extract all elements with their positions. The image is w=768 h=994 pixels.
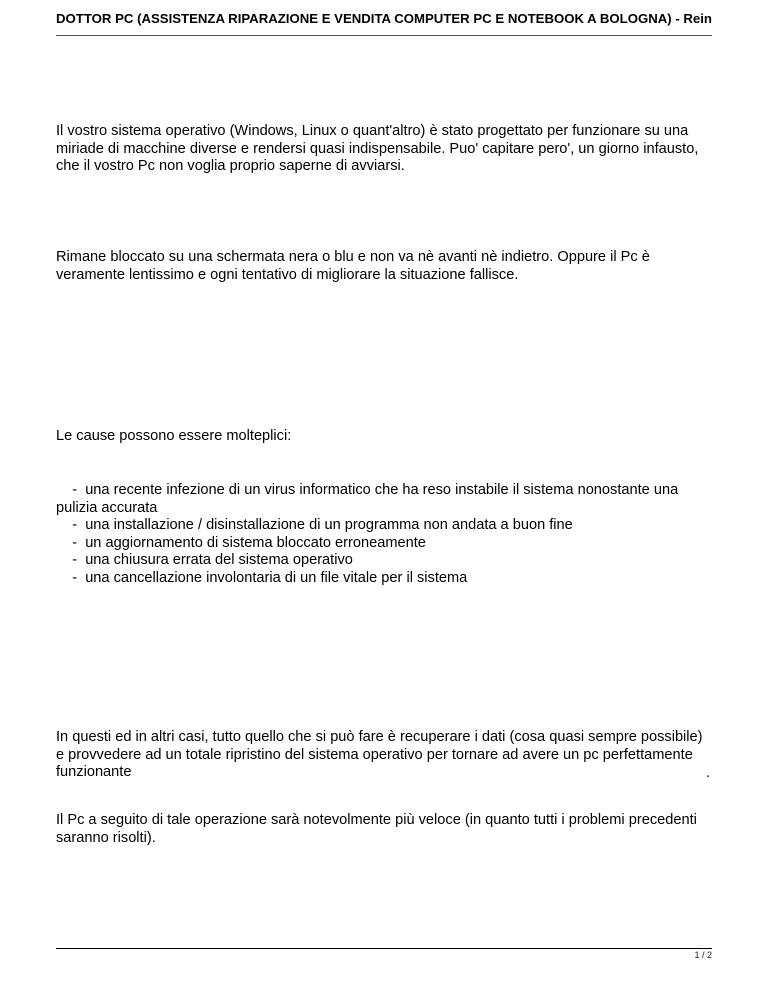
paragraph-result: Il Pc a seguito di tale operazione sarà notevolmente più veloce (in quanto tutti i problemi precedenti saranno risolti).: [56, 812, 697, 846]
list-item: - una recente infezione di un virus informatico che ha reso instabile il sistema nonostante una pulizia accurata: [56, 482, 679, 516]
causes-list: [56, 482, 712, 588]
list-item: - una chiusura errata del sistema operativo: [56, 552, 353, 569]
trailing-period: .: [706, 765, 711, 781]
header-divider: [56, 35, 712, 36]
footer-divider: [56, 948, 712, 949]
list-item-text: un aggiornamento di sistema bloccato erroneamente: [85, 534, 426, 551]
list-item: - un aggiornamento di sistema bloccato erroneamente: [56, 534, 426, 551]
paragraph-solution: In questi ed in altri casi, tutto quello che si può fare è recuperare i dati (cosa quasi sempre possibile) e provvedere ad un totale ripristino del sistema operativo per tornare ad avere un pc perfettamente funzionante: [56, 729, 703, 781]
page-header-title: DOTTOR PC (ASSISTENZA RIPARAZIONE E VENDITA COMPUTER PC E NOTEBOOK A BOLOGNA) - Rein: [56, 11, 712, 26]
list-item-text: una recente infezione di un virus informatico che ha reso instabile il sistema nonostante una pulizia accurata: [56, 482, 679, 516]
paragraph-symptoms: Rimane bloccato su una schermata nera o blu e non va nè avanti nè indietro. Oppure il Pc è veramente lentissimo e ogni tentativo di migliorare la situazione fallisce.: [56, 249, 650, 283]
paragraph-causes-heading: Le cause possono essere molteplici:: [56, 428, 292, 444]
page-number: 1 / 2: [694, 950, 712, 960]
list-item-text: una installazione / disinstallazione di un programma non andata a buon fine: [85, 517, 573, 534]
list-item: - una installazione / disinstallazione di un programma non andata a buon fine: [56, 517, 573, 534]
list-item: - una cancellazione involontaria di un file vitale per il sistema: [56, 569, 468, 586]
paragraph-intro: Il vostro sistema operativo (Windows, Linux o quant'altro) è stato progettato per funzionare su una miriade di macchine diverse e rendersi quasi indispensabile. Puo' capitare pero', un giorno infausto, che il vostro Pc non voglia proprio saperne di avviarsi.: [56, 123, 699, 175]
list-item-text: una cancellazione involontaria di un file vitale per il sistema: [85, 569, 468, 586]
list-item-text: una chiusura errata del sistema operativo: [85, 552, 353, 569]
